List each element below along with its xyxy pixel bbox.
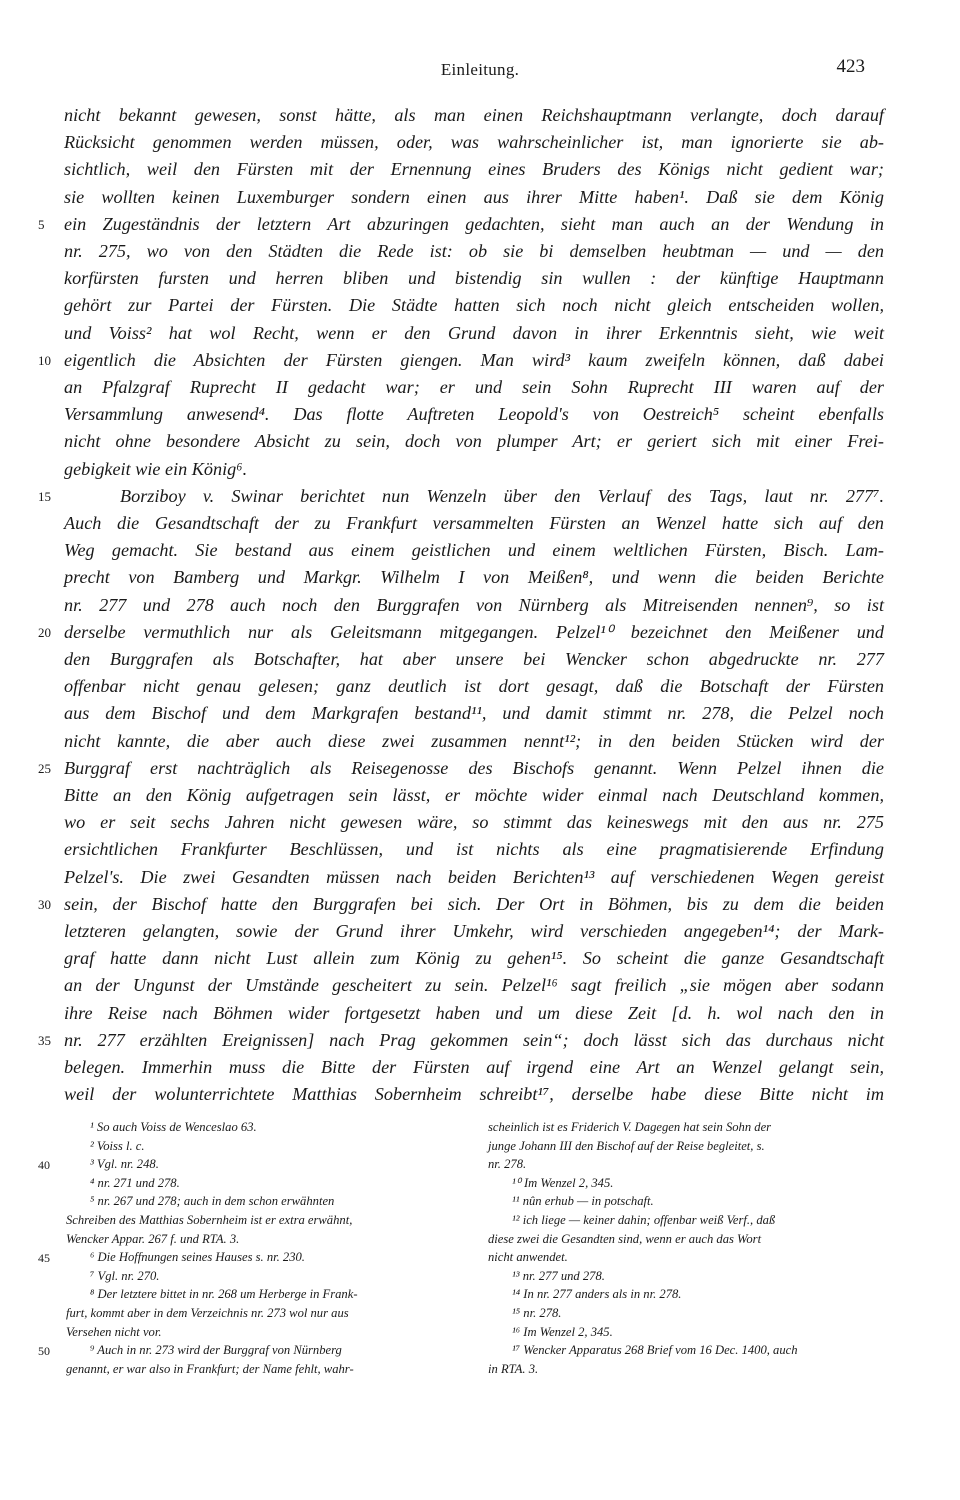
footnote-line: ⁷ Vgl. nr. 270. [90,1268,160,1283]
text-line: an der Ungunst der Umstände gescheitert zu sein. Pelzel¹⁶ sagt freilich „sie mögen aber sodann [64,975,884,996]
footnotes-left-column [66,1118,442,1378]
text-line: korfürsten fursten und herren bliben und bistendig sin wullen : der künftige Hauptmann [64,268,884,289]
footnote-line: Versehen nicht vor. [66,1324,162,1339]
text-line: Burggraf erst nachträglich als Reisegenosse des Bischofs genannt. Wenn Pelzel ihnen die [64,757,884,778]
footnote-line: scheinlich ist es Friderich V. Dagegen hat sein Sohn der [488,1120,772,1134]
text-line: sein, der Bischof hatte den Burggrafen bei sich. Der Ort in Böhmen, bis zu dem die beiden [64,893,884,914]
footnote-line: ³ Vgl. nr. 248. [90,1157,159,1172]
text-line: wo er seit sechs Jahren nicht gewesen wäre, so stimmt das keineswegs mit den aus nr. 275 [64,812,884,833]
text-line: Rücksicht genommen werden müssen, oder, was wahrscheinlicher ist, man ignorierte sie ab- [64,132,884,153]
text-line: derselbe vermuthlich nur als Geleitsmann mitgegangen. Pelzel¹⁰ bezeichnet den Meißener und [64,621,884,642]
footnote-margin-number: 40 [38,1158,50,1173]
text-line: belegen. Immerhin muss die Bitte der Fürsten auf irgend eine Art an Wenzel gelangt sein, [64,1057,884,1077]
text-line: offenbar nicht genau gelesen; ganz deutlich ist dort gesagt, daß die Botschaft der Fürsten [64,676,884,697]
footnote-line: Wencker Appar. 267 f. und RTA. 3. [66,1231,240,1246]
footnote-line: furt, kommt aber in dem Verzeichnis nr. 273 wol nur aus [66,1305,349,1320]
footnote-line: ¹² ich liege — keiner dahin; offenbar weiß Verf., daß [512,1212,776,1227]
line-number: 10 [38,352,51,368]
footnote-line: in RTA. 3. [488,1361,539,1376]
text-line: ihre Reise nach Böhmen wider fortgesetzt haben und um diese Zeit [d. h. wol nach den in [64,1002,884,1023]
line-number: 30 [38,896,51,912]
footnote-margin-number: 45 [38,1251,50,1266]
footnote-line: ⁶ Die Hoffnungen seines Hauses s. nr. 230. [90,1250,305,1265]
text-line: nicht kannte, die aber auch diese zwei zusammen nennt¹²; in den beiden Stücken wird der [64,730,884,751]
footnote-line: ⁵ nr. 267 und 278; auch in dem schon erwähnten [90,1194,335,1209]
line-number: 25 [38,760,51,776]
text-line: nicht ohne besondere Absicht zu sein, doch von plumper Art; er geriert sich mit einer Frei- [64,431,884,452]
text-line: Bitte an den König aufgetragen sein lässt, er möchte wider einmal nach Deutschland kommen, [64,785,884,805]
page-number: 423 [836,56,865,77]
text-line: gehört zur Partei der Fürsten. Die Städte hatten sich noch nicht gleich entscheiden wollen, [64,295,884,316]
text-line: precht von Bamberg und Markgr. Wilhelm I von Meißen⁸, und wenn die beiden Berichte [64,567,884,588]
text-line: nr. 275, wo von den Städten die Rede ist: ob sie bi demselben heubtman — und — den [64,241,884,261]
footnote-line: genannt, er war also in Frankfurt; der Name fehlt, wahr- [66,1361,354,1376]
line-number: 15 [38,488,51,504]
footnote-line: ¹⁰ Im Wenzel 2, 345. [512,1175,614,1190]
footnote-line: ¹⁶ Im Wenzel 2, 345. [512,1324,613,1339]
footnote-line: ¹⁷ Wencker Apparatus 268 Brief vom 16 Dec. 1400, auch [512,1343,798,1358]
footnote-line: ² Voiss l. c. [90,1138,145,1153]
footnote-line: ¹ So auch Voiss de Wenceslao 63. [90,1120,257,1134]
text-line: aus dem Bischof und dem Markgrafen bestand¹¹, und damit stimmt nr. 278, die Pelzel noch [64,703,884,724]
line-number: 35 [38,1032,51,1048]
text-line: Auch die Gesandtschaft der zu Frankfurt versammelten Fürsten an Wenzel hatte sich auf den [64,513,884,533]
text-line: nr. 277 und 278 auch noch den Burggrafen von Nürnberg als Mitreisenden nennen⁹, so ist [64,594,884,615]
footnote-line: ¹³ nr. 277 und 278. [512,1268,605,1283]
footnote-line: junge Johann III den Bischof auf der Reise begleitet, s. [488,1138,765,1153]
text-line: Borziboy v. Swinar berichtet nun Wenzeln über den Verlauf des Tags, laut nr. 277⁷. [120,485,884,506]
text-line: graf hatte dann nicht Lust allein zum König zu gehen¹⁵. So scheint die ganze Gesandtschaft [64,948,884,969]
text-line: und Voiss² hat wol Recht, wenn er den Grund davon in ihrer Erkenntnis sieht, wie weit [64,322,884,343]
text-line: sie wollten keinen Luxemburger sondern einen aus ihrer Mitte haben¹. Daß sie dem König [64,186,884,207]
text-line: Weg gemacht. Sie bestand aus einem geistlichen und einem weltlichen Fürsten, Bisch. Lam- [64,540,884,561]
footnote-line: ¹⁴ In nr. 277 anders als in nr. 278. [512,1287,682,1302]
footnote-line: ¹¹ nûn erhub — in potschaft. [512,1194,654,1209]
text-line: ein Zugeständnis der letztern Art abzuringen gedachten, sieht man auch an der Wendung in [64,213,884,234]
text-line: nicht bekannt gewesen, sonst hätte, als man einen Reichshauptmann verlangte, doch darauf [64,105,884,125]
footnote-line: nicht anwendet. [488,1250,568,1265]
text-line: Versammlung anwesend⁴. Das flotte Auftreten Leopold's von Oestreich⁵ scheint ebenfalls [64,404,884,425]
text-line: sichtlich, weil den Fürsten mit der Ernennung eines Bruders des Königs nicht gedient war; [64,159,884,180]
footnote-line: ¹⁵ nr. 278. [512,1305,562,1320]
footnote-line: Schreiben des Matthias Sobernheim ist er extra erwähnt, [66,1212,353,1227]
text-line: Pelzel's. Die zwei Gesandten müssen nach beiden Berichten¹³ auf verschiedenen Wegen gereist [64,866,884,887]
running-header: Einleitung. [440,60,520,79]
text-line: weil der wolunterrichtete Matthias Sobernheim schreibt¹⁷, derselbe habe diese Bitte nicht im [64,1084,884,1105]
text-line: letzteren gelangten, sowie der Grund ihrer Umkehr, wird verschieden angegeben¹⁴; der Mark- [64,921,884,941]
line-number: 5 [38,216,45,232]
footnote-line: ⁴ nr. 271 und 278. [90,1175,180,1190]
footnote-line: nr. 278. [488,1157,527,1172]
footnote-line: ⁸ Der letztere bittet in nr. 268 um Herberge in Frank- [90,1287,358,1302]
footnotes-right-column [488,1118,884,1378]
footnote-line: ⁹ Auch in nr. 273 wird der Burggraf von Nürnberg [90,1343,342,1358]
text-line: an Pfalzgraf Ruprecht II gedacht war; er und sein Sohn Ruprecht III waren auf der [64,377,884,397]
text-line: eigentlich die Absichten der Fürsten giengen. Man wird³ kaum zweifeln können, daß dabei [64,349,884,370]
footnote-line: diese zwei die Gesandten sind, wenn er auch das Wort [488,1231,762,1246]
text-line: nr. 277 erzählten Ereignissen] nach Prag gekommen sein“; doch lässt sich das durchaus nicht [64,1029,884,1050]
line-number: 20 [38,624,51,640]
footnote-margin-number: 50 [38,1344,50,1359]
text-line: gebigkeit wie ein König⁶. [64,458,248,479]
text-line: den Burggrafen als Botschafter, hat aber unsere bei Wencker schon abgedruckte nr. 277 [64,649,884,669]
text-line: ersichtlichen Frankfurter Beschlüssen, und ist nichts als eine pragmatisierende Erfindung [64,839,884,860]
